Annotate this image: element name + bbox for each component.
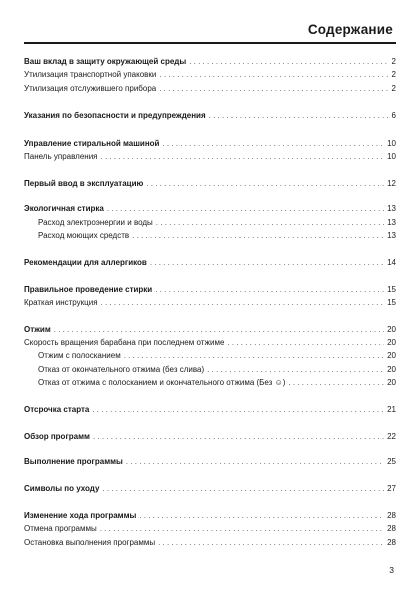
toc-entry-title: Краткая инструкция	[24, 298, 98, 307]
toc-page-number: 28	[387, 524, 396, 533]
toc-entry[interactable]	[24, 230, 396, 242]
toc-page-number: 25	[387, 457, 396, 466]
toc-heading[interactable]	[24, 110, 396, 122]
toc-entry[interactable]	[24, 151, 396, 163]
toc-entry-title: Отказ от окончательного отжима (без слива)	[38, 365, 205, 374]
dot-leader	[132, 230, 384, 242]
toc-entry-title: Расход электроэнергии и воды	[38, 218, 153, 227]
toc-entry-title: Отсрочка старта	[24, 405, 90, 414]
page-number: 3	[389, 565, 394, 575]
toc-page-number: 12	[387, 179, 396, 188]
toc-entry-title: Обзор программ	[24, 432, 90, 441]
dot-leader	[101, 151, 385, 163]
toc-heading[interactable]	[24, 178, 396, 190]
toc-entry-title: Отжим	[24, 325, 51, 334]
toc-entry-title: Отмена программы	[24, 524, 97, 533]
toc-heading[interactable]	[24, 324, 396, 336]
dot-leader	[101, 297, 385, 309]
toc-page-number: 2	[391, 70, 396, 79]
toc-page-number: 27	[387, 484, 396, 493]
toc-entry[interactable]	[24, 350, 396, 362]
toc-page-number: 20	[387, 325, 396, 334]
toc-entry-title: Правильное проведение стирки	[24, 285, 153, 294]
toc-page-number: 6	[391, 111, 396, 120]
dot-leader	[150, 257, 384, 269]
dot-leader	[189, 56, 388, 68]
toc-entry-title: Остановка выполнения программы	[24, 538, 156, 547]
header-rule	[24, 42, 396, 44]
toc-page-number: 20	[387, 351, 396, 360]
dot-leader	[54, 324, 384, 336]
dot-leader	[102, 483, 384, 495]
toc-heading[interactable]	[24, 431, 396, 443]
toc-page-number: 10	[387, 139, 396, 148]
dot-leader	[93, 431, 384, 443]
toc-page-number: 22	[387, 432, 396, 441]
toc-entry[interactable]	[24, 364, 396, 376]
toc-page-number: 20	[387, 378, 396, 387]
toc-page-number: 15	[387, 285, 396, 294]
dot-leader	[155, 284, 384, 296]
toc-heading[interactable]	[24, 456, 396, 468]
toc-page-number: 28	[387, 538, 396, 547]
toc-entry[interactable]	[24, 537, 396, 549]
toc-heading[interactable]	[24, 203, 396, 215]
toc-entry[interactable]	[24, 297, 396, 309]
toc-page-number: 2	[391, 57, 396, 66]
dot-leader	[139, 510, 384, 522]
toc-entry[interactable]	[24, 337, 396, 349]
toc-page-number: 10	[387, 152, 396, 161]
toc-page-number: 20	[387, 338, 396, 347]
toc-page-number: 13	[387, 204, 396, 213]
toc-entry[interactable]	[24, 217, 396, 229]
dot-leader	[126, 456, 384, 468]
toc-entry[interactable]	[24, 377, 396, 389]
toc-entry-title: Расход моющих средств	[38, 231, 130, 240]
dot-leader	[159, 83, 388, 95]
dot-leader	[100, 523, 384, 535]
toc-page-number: 2	[391, 84, 396, 93]
dot-leader	[107, 203, 384, 215]
toc-entry-title: Панель управления	[24, 152, 98, 161]
toc-entry-title: Выполнение программы	[24, 457, 123, 466]
dot-leader	[207, 364, 384, 376]
toc-heading[interactable]	[24, 138, 396, 150]
dot-leader	[158, 537, 384, 549]
toc-heading[interactable]	[24, 483, 396, 495]
toc-entry-title: Скорость вращения барабана при последнем отжиме	[24, 338, 225, 347]
toc-page-number: 13	[387, 231, 396, 240]
toc-page-number: 13	[387, 218, 396, 227]
toc-heading[interactable]	[24, 510, 396, 522]
toc-entry-title: Первый ввод в эксплуатацию	[24, 179, 144, 188]
toc-entry[interactable]	[24, 523, 396, 535]
toc-entry-title: Экологичная стирка	[24, 204, 104, 213]
toc-entry[interactable]	[24, 69, 396, 81]
toc-entry-title: Управление стиральной машиной	[24, 139, 160, 148]
dot-leader	[146, 178, 384, 190]
toc-entry-title: Отказ от отжима с полосканием и окончательного отжима (Без ☺)	[38, 378, 286, 387]
toc-entry-title: Утилизация транспортной упаковки	[24, 70, 157, 79]
dot-leader	[156, 217, 384, 229]
toc-heading[interactable]	[24, 56, 396, 68]
toc-entry-title: Символы по уходу	[24, 484, 100, 493]
toc-page-number: 20	[387, 365, 396, 374]
toc-entry-title: Рекомендации для аллергиков	[24, 258, 147, 267]
dot-leader	[227, 337, 384, 349]
toc-entry-title: Ваш вклад в защиту окружающей среды	[24, 57, 187, 66]
dot-leader	[209, 110, 389, 122]
page-title: Содержание	[307, 22, 393, 37]
dot-leader	[288, 377, 384, 389]
toc-heading[interactable]	[24, 284, 396, 296]
toc-page-number: 15	[387, 298, 396, 307]
toc-heading[interactable]	[24, 257, 396, 269]
dot-leader	[124, 350, 384, 362]
toc-entry[interactable]	[24, 83, 396, 95]
toc-page-number: 28	[387, 511, 396, 520]
toc-entry-title: Изменение хода программы	[24, 511, 137, 520]
toc-page-number: 21	[387, 405, 396, 414]
toc-entry-title: Утилизация отслужившего прибора	[24, 84, 157, 93]
dot-leader	[92, 404, 384, 416]
toc-page-number: 14	[387, 258, 396, 267]
toc-heading[interactable]	[24, 404, 396, 416]
dot-leader	[159, 69, 388, 81]
dot-leader	[162, 138, 384, 150]
toc-entry-title: Указания по безопасности и предупреждения	[24, 111, 206, 120]
toc-entry-title: Отжим с полосканием	[38, 351, 121, 360]
